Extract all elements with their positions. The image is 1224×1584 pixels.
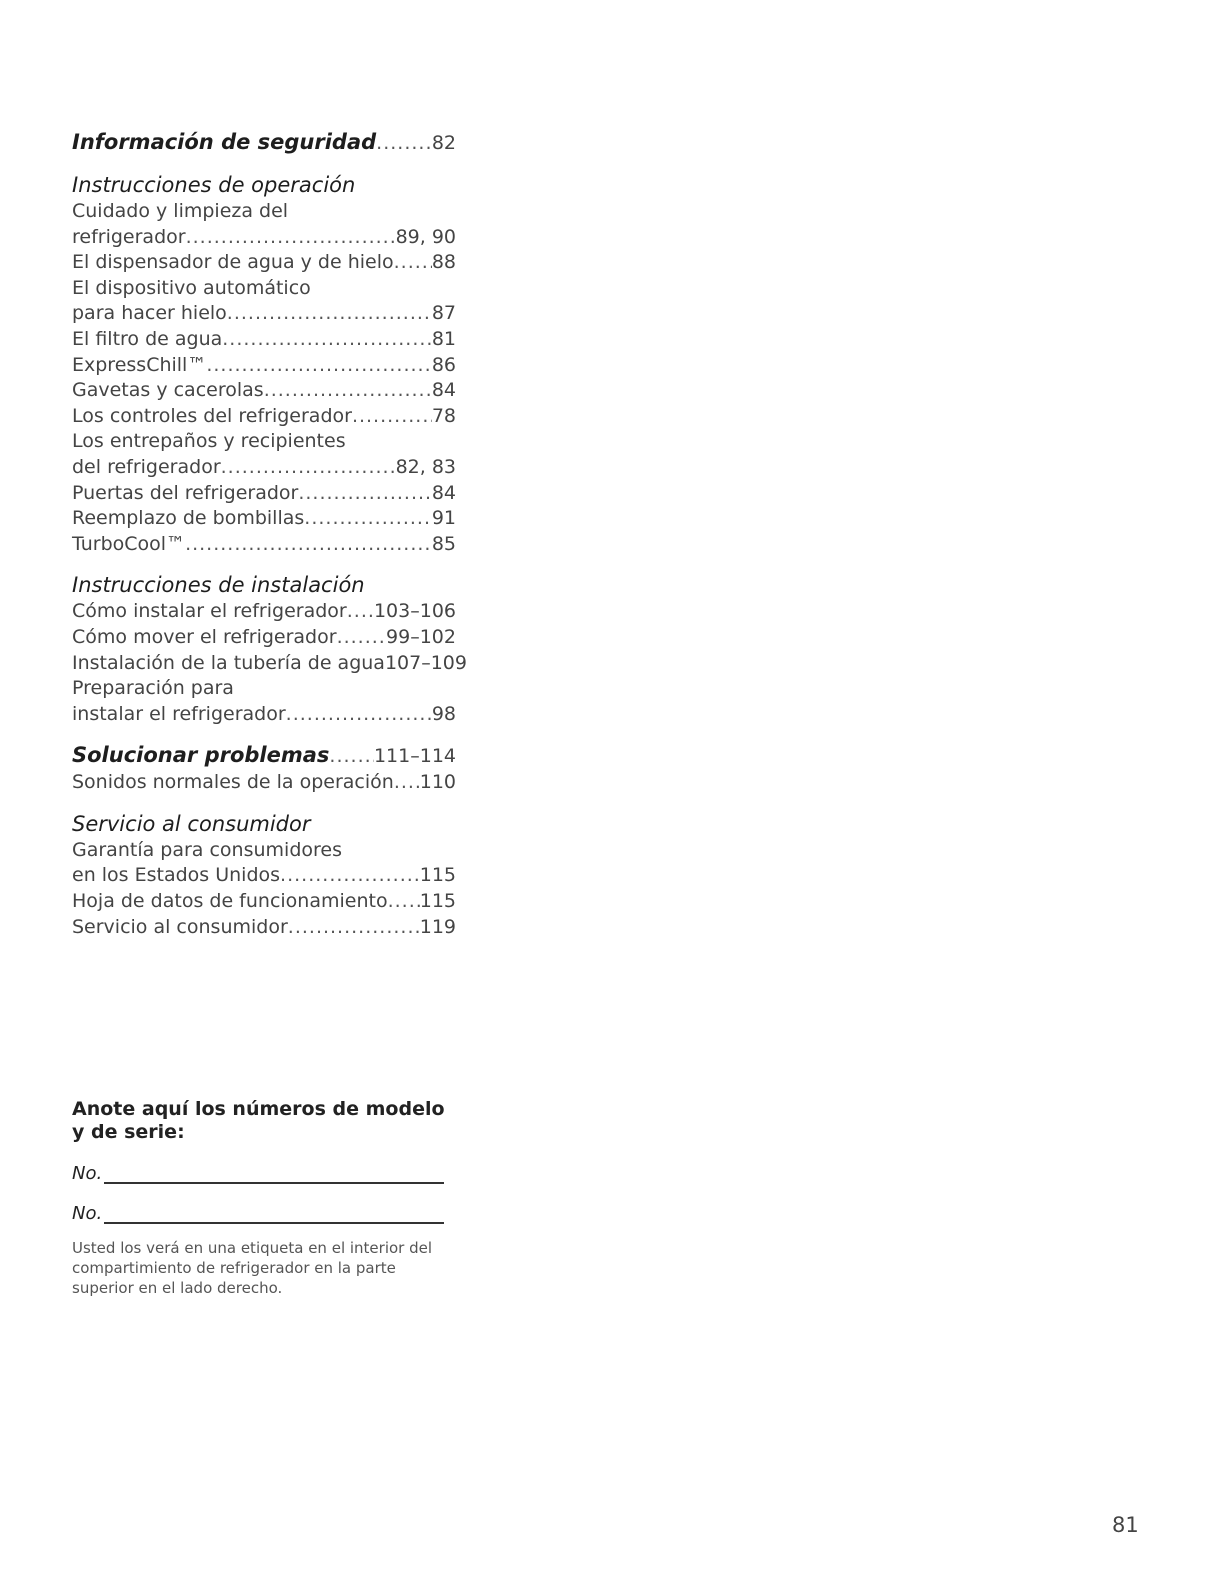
toc-entry-page: 84 xyxy=(431,379,456,402)
toc-entry-label: TurboCool™ xyxy=(72,532,186,555)
toc-entry xyxy=(72,651,467,677)
model-serial-record xyxy=(72,1098,452,1298)
toc-entry xyxy=(72,404,456,430)
toc-entry xyxy=(72,353,456,379)
toc-entry xyxy=(72,532,456,558)
toc-entry-label: Los entrepaños y recipientes xyxy=(72,430,346,453)
toc-entry-label: instalar el refrigerador xyxy=(72,702,286,725)
record-note: Usted los verá en una etiqueta en el interior del compartimiento de refrigerador en la parte superior en el lado derecho. xyxy=(72,1239,433,1297)
toc-entry xyxy=(72,199,456,225)
toc-entry-page: 115 xyxy=(419,864,456,887)
toc-entry xyxy=(72,455,456,481)
toc-entry-label: en los Estados Unidos xyxy=(72,864,281,887)
toc-entry-page: 89, 90 xyxy=(395,225,456,248)
serial-number-field[interactable] xyxy=(104,1202,444,1224)
toc-entry-label: El dispositivo automático xyxy=(72,276,311,299)
toc-entry xyxy=(72,676,456,702)
toc-entry xyxy=(72,838,456,864)
toc-entry-page: 99–102 xyxy=(386,625,456,648)
toc-entry xyxy=(72,301,456,327)
toc-entry xyxy=(72,702,456,728)
toc-entry-label: refrigerador xyxy=(72,225,186,248)
toc-entry xyxy=(72,770,456,796)
toc-entry-page: 107–109 xyxy=(384,651,467,674)
toc-entry-label: Reemplazo de bombillas xyxy=(72,507,305,530)
section-title-instalacion: Instrucciones de instalación xyxy=(72,573,365,598)
section-title-consumidor: Servicio al consumidor xyxy=(72,811,311,836)
toc-entry xyxy=(72,481,456,507)
toc-entry-label: para hacer hielo xyxy=(72,302,227,325)
toc-entry-label: El dispensador de agua y de hielo xyxy=(72,251,394,274)
toc-entry xyxy=(72,599,456,625)
page-number: 81 xyxy=(1112,1513,1139,1537)
toc-entry-label: Garantía para consumidores xyxy=(72,838,342,861)
toc-entry-page: 115 xyxy=(419,890,456,913)
toc-entry xyxy=(72,225,456,251)
toc-entry-page: 103–106 xyxy=(373,600,456,623)
toc-entry xyxy=(72,506,456,532)
toc-entry-label: Preparación para xyxy=(72,677,234,700)
model-number-field[interactable] xyxy=(104,1162,444,1184)
section-operacion-list xyxy=(72,199,456,557)
section-problemas-list xyxy=(72,770,456,796)
toc-entry xyxy=(72,429,456,455)
section-instalacion-list xyxy=(72,599,467,727)
toc-entry-label: Servicio al consumidor xyxy=(72,915,288,938)
toc-entry-page: 110 xyxy=(419,771,456,794)
page-ref: 82 xyxy=(431,132,456,154)
section-problemas xyxy=(72,741,456,770)
section-title-operacion: Instrucciones de operación xyxy=(72,173,356,197)
toc-entry-label: Instalación de la tubería de agua xyxy=(72,651,385,674)
toc-entry-label: Cuidado y limpieza del xyxy=(72,200,289,222)
toc-entry-page: 88 xyxy=(431,251,456,274)
toc-entry-label: del refrigerador xyxy=(72,455,221,478)
toc-entry-label: ExpressChill™ xyxy=(72,353,207,376)
toc-entry xyxy=(72,625,456,651)
toc-entry xyxy=(72,889,456,915)
serial-number-line xyxy=(72,1198,452,1224)
toc-entry xyxy=(72,863,456,889)
toc-entry-page: 119 xyxy=(419,915,456,938)
toc-entry-page: 91 xyxy=(431,507,456,530)
section-consumidor-list xyxy=(72,838,456,940)
model-number-line xyxy=(72,1158,452,1184)
toc-entry-page: 98 xyxy=(431,702,456,725)
serial-label: No. xyxy=(72,1203,103,1224)
toc-entry-label: Puertas del refrigerador xyxy=(72,481,299,504)
toc-entry-label: Los controles del refrigerador xyxy=(72,404,352,427)
section-title: Solucionar problemas xyxy=(72,743,330,768)
toc-entry-page: 81 xyxy=(431,327,456,350)
toc-entry-page: 78 xyxy=(431,404,456,427)
page-ref: 111–114 xyxy=(373,745,456,768)
toc-entry xyxy=(72,276,456,302)
toc-entry-label: Cómo mover el refrigerador xyxy=(72,625,337,648)
table-of-contents xyxy=(72,128,467,940)
toc-entry xyxy=(72,327,456,353)
toc-entry-page: 84 xyxy=(431,481,456,504)
toc-entry-label: Gavetas y cacerolas xyxy=(72,379,264,402)
toc-entry xyxy=(72,915,456,941)
section-title: Información de seguridad xyxy=(72,130,377,154)
section-seguridad xyxy=(72,128,456,157)
toc-entry-label: Sonidos normales de la operación xyxy=(72,771,394,794)
toc-entry-page: 87 xyxy=(431,302,456,325)
toc-entry-page: 82, 83 xyxy=(395,455,456,478)
toc-entry-label: Hoja de datos de funcionamiento xyxy=(72,890,388,913)
model-label: No. xyxy=(72,1163,103,1184)
toc-entry xyxy=(72,250,456,276)
toc-entry xyxy=(72,378,456,404)
toc-entry-page: 85 xyxy=(431,532,456,555)
toc-entry-label: Cómo instalar el refrigerador xyxy=(72,600,347,623)
toc-entry-label: El filtro de agua xyxy=(72,327,223,350)
record-heading: Anote aquí los números de modelo y de serie: xyxy=(72,1098,445,1143)
toc-entry-page: 86 xyxy=(431,353,456,376)
